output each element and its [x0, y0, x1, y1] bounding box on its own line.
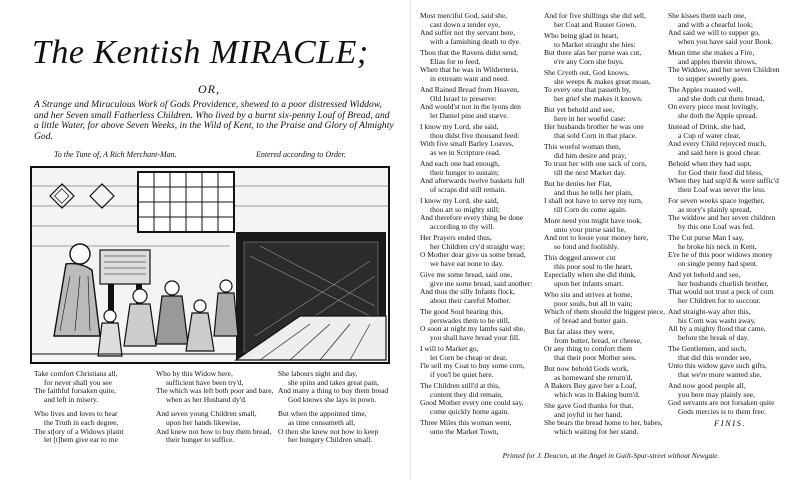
verse-line: And knew not how to buy them bread, — [156, 426, 272, 436]
verse-line: More need you might have took, — [544, 216, 642, 225]
stanza — [420, 12, 544, 46]
right-column-3-stanzas — [668, 12, 792, 416]
verse-line: But there alas her purse was cut, — [544, 48, 642, 57]
stanza — [420, 49, 544, 83]
verse-line: to Market straight she hies: — [554, 39, 636, 49]
stanza — [668, 49, 792, 83]
printer-imprint: Printed for J. Deacon, at the Angel in Guilt-Spur-street without Newgate. — [502, 451, 720, 460]
verse-line: perswades them to be still, — [430, 315, 510, 325]
verse-line: before the break of day. — [678, 332, 749, 342]
verse-line: And now good people all, — [668, 381, 746, 390]
verse-line: And thus the silly Infants flock, — [420, 287, 515, 296]
stanza — [156, 370, 280, 404]
verse-line: and apples therein throws, — [678, 56, 757, 66]
verse-line: for never shall you see — [44, 377, 112, 387]
verse-line: her husbands churlish brother, — [678, 278, 769, 288]
left-page — [14, 18, 404, 468]
verse-line: This woeful woman then, — [544, 142, 621, 151]
verse-line: The widdow and her seven children — [668, 213, 776, 222]
verse-line: unto your purse said he, — [554, 224, 626, 234]
verse-line: when you have said your Book. — [678, 36, 773, 46]
verse-line: according to thy will. — [430, 221, 495, 231]
stanza — [420, 419, 544, 436]
verse-line: her Children cry'd straight way; — [430, 241, 526, 251]
page-gutter — [410, 0, 411, 480]
hearth — [236, 232, 386, 360]
stanza — [544, 106, 668, 140]
verse-line: you shall have bread your fill. — [430, 332, 520, 342]
verse-line: The Children still'd at this, — [420, 381, 500, 390]
verse-line: To every one that passeth by, — [544, 85, 631, 94]
verse-line: on single penny had spent. — [678, 258, 758, 268]
entered-notice: Entered according to Order. — [256, 150, 346, 159]
stanza — [420, 382, 544, 416]
verse-line: and said here is good chear. — [678, 147, 761, 157]
verse-line: Old Israel to preserve: — [430, 93, 497, 103]
verse-line: when as her Husband dy'd. — [166, 394, 247, 404]
left-stanzas — [34, 370, 404, 466]
verse-line: her hungery Children small. — [288, 435, 373, 445]
verse-line: And straight-way after this, — [668, 307, 751, 316]
verse-line: The which was left both poor and bare, — [156, 386, 274, 396]
verse-line: Behold when they had supt, — [668, 159, 752, 168]
left-column-3 — [278, 370, 402, 451]
verse-line: of bread and butter gain. — [554, 315, 628, 325]
left-column-1 — [34, 370, 158, 451]
verse-line: here in her woeful case: — [554, 113, 626, 123]
verse-line: from butter, bread, or cheese, — [554, 335, 642, 345]
verse-line: upon her infants smart. — [554, 278, 624, 288]
verse-line: as story's plainly spread, — [678, 204, 752, 214]
verse-line: God knows she lays in pown. — [288, 394, 377, 404]
verse-line: But when the appointed time, — [278, 409, 367, 419]
verse-line: which was in Baking burn'd. — [554, 389, 640, 399]
verse-line: On every piece most lovingly, — [668, 102, 759, 111]
verse-line: Most merciful God, said she, — [420, 11, 508, 20]
verse-line: Unto this widow gave such gifts, — [668, 361, 767, 370]
verse-line: thou didst five thousand feed: — [430, 130, 520, 140]
verse-line: I shall not have to serve my turn, — [544, 196, 643, 205]
verse-line: as we in Scripture read. — [430, 147, 501, 157]
verse-line: And not to loose your money here, — [544, 233, 649, 242]
verse-line: till Corn do come again. — [554, 204, 627, 214]
stanza — [668, 271, 792, 305]
stanza — [668, 197, 792, 231]
stanza — [278, 370, 402, 404]
right-page — [420, 12, 792, 472]
verse-line: The good Soul hearing this, — [420, 307, 504, 316]
verse-line: Elias for to feed, — [430, 56, 480, 66]
verse-line: their hunger to suffice. — [166, 435, 235, 445]
verse-line: till the next Market day. — [554, 167, 626, 177]
finis-mark: FINIS. — [714, 418, 746, 428]
verse-line: cast down a tender eye, — [430, 19, 501, 29]
verse-line: This dogged answer cut — [544, 253, 616, 262]
verse-line: O Mother dear give us some bread, — [420, 250, 526, 259]
woodcut-illustration — [30, 166, 390, 364]
stanza — [668, 234, 792, 268]
verse-line: upon her hands likewise, — [166, 417, 241, 427]
verse-line: poor souls, but all in vain; — [554, 298, 633, 308]
verse-line: in extream want and need. — [430, 73, 509, 83]
verse-line: Take comfort Christians all, — [34, 369, 118, 378]
verse-line: She bears the bread home to her, babes, — [544, 418, 663, 427]
verse-line: this poor soul to the heart, — [554, 261, 633, 271]
verse-line: And many a thing to buy them bread — [278, 386, 389, 396]
stanza — [668, 123, 792, 157]
verse-line: For seven weeks space together, — [668, 196, 765, 205]
verse-line: But yet behold and see, — [544, 105, 615, 114]
title-or: OR, — [198, 82, 220, 96]
verse-line: I know my Lord, she said, — [420, 122, 499, 131]
verse-line: Instead of Drink, she had, — [668, 122, 746, 131]
verse-line: let Daniel pine and starve. — [430, 110, 509, 120]
verse-line: Who lives and loves to hear — [34, 409, 118, 419]
right-column-2 — [544, 12, 668, 439]
verse-line: content they did remain, — [430, 389, 503, 399]
verse-line: And would'st not in the lyons den — [420, 102, 521, 111]
verse-line: And seven young Children small, — [156, 409, 257, 419]
stanza — [420, 197, 544, 231]
verse-line: E're he of this poor widows money — [668, 250, 773, 259]
verse-line: And afterwards twelve baskets full — [420, 176, 525, 185]
verse-line: I will to Market go, — [420, 344, 479, 353]
verse-line: she doth the Apple spread. — [678, 110, 758, 120]
verse-line: we have eat none to day. — [430, 258, 504, 268]
verse-line: which waiting for her stand. — [554, 426, 639, 436]
left-column-2 — [156, 370, 280, 451]
verse-line: Or any thing to comfort them — [544, 344, 633, 353]
verse-line: and thus he tells her plain, — [554, 187, 633, 197]
verse-line: But now behold Gods work, — [544, 364, 629, 373]
verse-line: The Apples roasted well, — [668, 85, 743, 94]
verse-line: Which of them should the biggest piece, — [544, 307, 666, 316]
verse-line: a Cup of water clear, — [678, 130, 741, 140]
verse-line: if you'l be quiet here. — [430, 369, 494, 379]
stanza — [420, 86, 544, 120]
verse-line: Thou that the Ravens didst send, — [420, 48, 518, 57]
verse-line: Who being glad in heart, — [544, 31, 619, 40]
verse-line: did him desire and pray, — [554, 150, 627, 160]
verse-line: with a famishing death to dye. — [430, 36, 521, 46]
verse-line: And every Child rejoyced much, — [668, 139, 767, 148]
verse-line: his Corn was washt away, — [678, 315, 756, 325]
stanza — [544, 291, 668, 325]
right-column-3 — [668, 12, 792, 428]
verse-line: To trust her with one sack of corn, — [544, 159, 647, 168]
verse-line: And Rained Bread from Heaven, — [420, 85, 519, 94]
verse-line: But far alass they were, — [544, 327, 615, 336]
stanza — [278, 410, 402, 444]
verse-line: their hunger to sustain; — [430, 167, 499, 177]
verse-line: Especially when she did think, — [544, 270, 636, 279]
stanza — [544, 143, 668, 177]
verse-line: She gave God thanks for that, — [544, 401, 634, 410]
stanza — [668, 345, 792, 379]
tune-line: To the Tune of, A Rich Merchant-Man. — [54, 150, 177, 159]
verse-line: The Gentlemen, and such, — [668, 344, 747, 353]
verse-line: That would not trust a peck of corn — [668, 287, 774, 296]
verse-line: And said we will to supper go, — [668, 28, 760, 37]
stanza — [420, 308, 544, 342]
window-panes — [138, 172, 234, 232]
stanza — [420, 345, 544, 379]
stanza — [544, 180, 668, 214]
verse-line: Mean time she makes a Fire, — [668, 48, 755, 57]
verse-line: by this one Loaf was fed. — [678, 221, 754, 231]
verse-line: A Bakers Boy gave her a Loaf, — [544, 381, 637, 390]
verse-line: he broke his neck in Kent, — [678, 241, 757, 251]
verse-line: their Loaf was never the less. — [678, 184, 766, 194]
verse-line: Gods mercies is to them free. — [678, 406, 766, 416]
stanza — [156, 410, 280, 444]
verse-line: and joyful in her hand, — [554, 409, 623, 419]
verse-line: And each one had enough, — [420, 159, 500, 168]
verse-line: Good Mother every one could say, — [420, 398, 524, 407]
verse-line: She labours night and day, — [278, 369, 358, 378]
verse-line: But he denies her Flat, — [544, 179, 612, 188]
verse-line: you here may plainly see, — [678, 389, 755, 399]
verse-line: She kisses them each one, — [668, 11, 747, 20]
ballad-title: The Kentish MIRACLE; — [32, 34, 369, 71]
verse-line: I know my Lord, she said, — [420, 196, 499, 205]
verse-line: The faithful forsaken quite, — [34, 386, 117, 396]
verse-line: Her Prayers ended thus, — [420, 233, 492, 242]
verse-line: I'le sell my Coat to buy some corn, — [420, 361, 525, 370]
verse-line: God servants are not forsaken quite — [668, 398, 775, 407]
verse-line: and she doth cut them bread, — [678, 93, 765, 103]
verse-line: Three Miles this woman went, — [420, 418, 512, 427]
verse-line: Give me some bread, said one, — [420, 270, 513, 279]
verse-line: The st[ory of a Widows plaint — [34, 426, 124, 436]
stanza — [668, 160, 792, 194]
stanza — [544, 365, 668, 399]
verse-line: her Coat and Russet Gown. — [554, 19, 637, 29]
ballad-subtitle: A Strange and Miraculous Work of Gods Providence, shewed to a poor distressed Widdow, and her Seven small Fatherless Children. Who lived by a burnt six-penny Loaf of Bread, and a little Water, for above Seven Weeks, in the Wild of Kent, to the Praise and Glory of Almighty God. — [34, 99, 394, 142]
verse-line: O soon at night my lambs said she, — [420, 324, 525, 333]
verse-line: When that he was in Wilderness, — [420, 65, 519, 74]
verse-line: her Children for to succour. — [678, 295, 761, 305]
verse-line: All by a mighty flood that came, — [668, 324, 766, 333]
stanza — [420, 234, 544, 268]
verse-line: With five small Barley Loaves, — [420, 139, 514, 148]
stanza — [668, 86, 792, 120]
stanza — [544, 69, 668, 103]
verse-line: that sold Corn in that place. — [554, 130, 637, 140]
verse-line: that we're more wanted she. — [678, 369, 762, 379]
verse-line: O then she knew not how to keep — [278, 426, 379, 436]
verse-line: thou art so mighty still; — [430, 204, 501, 214]
verse-line: so fond and foolishly. — [554, 241, 619, 251]
verse-line: she weeps & makes great moan, — [554, 76, 651, 86]
verse-line: that did this wonder see, — [678, 352, 752, 362]
verse-line: the Truth in each degree, — [44, 417, 119, 427]
stanza — [420, 271, 544, 305]
verse-line: And for five shillings she did sell, — [544, 11, 646, 20]
verse-line: When they had sup'd & were suffic'd — [668, 176, 779, 185]
verse-line: And yet behold and see, — [668, 270, 741, 279]
verse-line: about their careful Mother. — [430, 295, 511, 305]
verse-line: her grief she makes it known. — [554, 93, 643, 103]
verse-line: And therefore every thing be done — [420, 213, 524, 222]
verse-line: e're any Corn she buys. — [554, 56, 624, 66]
stanza — [544, 32, 668, 66]
verse-line: unto the Market Town, — [430, 426, 499, 436]
stanza — [34, 410, 158, 444]
stanza — [544, 402, 668, 436]
stanza — [544, 217, 668, 251]
right-column-1 — [420, 12, 544, 439]
verse-line: come quickly home again. — [430, 406, 510, 416]
verse-line: let [t]hem give ear to me — [44, 435, 118, 445]
verse-line: Who by this Widow here, — [156, 369, 233, 378]
verse-line: give me some bread, said another: — [430, 278, 533, 288]
verse-line: for God their food did bless, — [678, 167, 763, 177]
verse-line: she spins and takes great pain, — [288, 377, 379, 387]
verse-line: as homeward she return'd, — [554, 372, 633, 382]
stanza — [544, 328, 668, 362]
verse-line: The Widdow, and her seven Children — [668, 65, 780, 74]
stanza — [544, 12, 668, 29]
verse-line: sufficient have been try'd, — [166, 377, 244, 387]
verse-line: to supper sweetly goes. — [678, 73, 748, 83]
stanza — [420, 160, 544, 194]
verse-line: Her husbands brother he was one — [544, 122, 644, 131]
verse-line: Who sits and strives at home, — [544, 290, 633, 299]
stanza — [34, 370, 158, 404]
stanza — [668, 308, 792, 342]
verse-line: as time consumeth all, — [288, 417, 356, 427]
verse-line: And suffer not thy servant here, — [420, 28, 516, 37]
stanza — [668, 382, 792, 416]
verse-line: She Cryeth out, God knows, — [544, 68, 629, 77]
verse-line: that their poor Mother sees. — [554, 352, 637, 362]
verse-line: and left in misery. — [44, 394, 99, 404]
verse-line: of scraps did still remain. — [430, 184, 507, 194]
verse-line: let Corn be cheap or dear, — [430, 352, 508, 362]
stanza — [420, 123, 544, 157]
stanza — [668, 12, 792, 46]
stanza — [544, 254, 668, 288]
verse-line: The Cut purse Man I say, — [668, 233, 744, 242]
verse-line: and with a chearful look; — [678, 19, 753, 29]
